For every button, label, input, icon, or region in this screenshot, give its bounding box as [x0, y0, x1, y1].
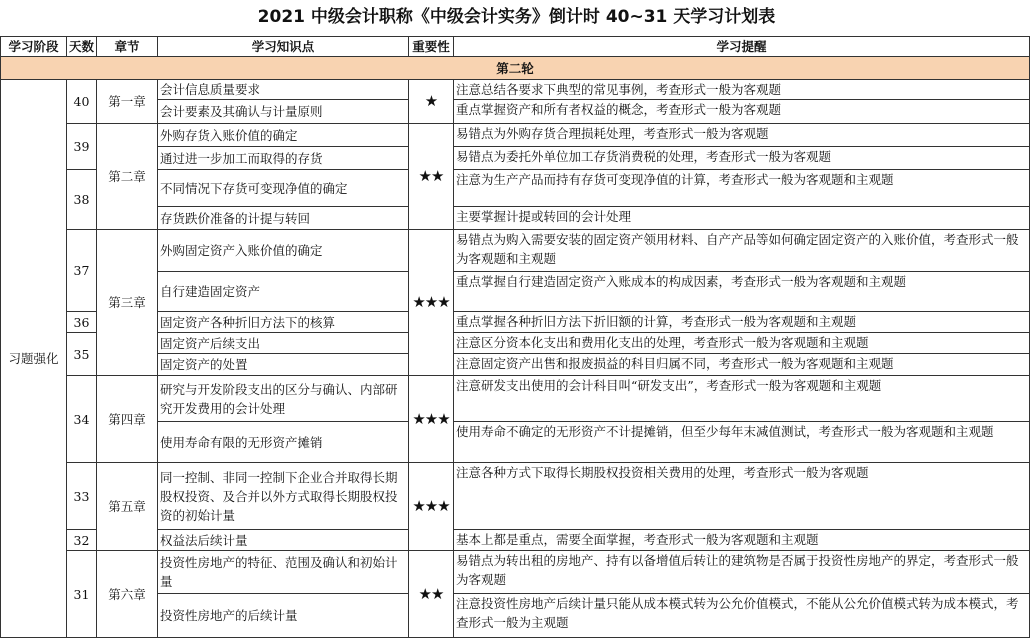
- knowledge-point-cell: 会计要素及其确认与计量原则: [158, 100, 409, 124]
- knowledge-point-cell: 固定资产的处置: [158, 354, 409, 376]
- days-cell: 33: [67, 463, 97, 530]
- header-tip: 学习提醒: [454, 37, 1030, 57]
- page-title: 2021 中级会计职称《中级会计实务》倒计时 40~31 天学习计划表: [257, 7, 776, 27]
- header-days: 天数: [67, 37, 97, 57]
- knowledge-point-cell: 投资性房地产的后续计量: [158, 594, 409, 638]
- study-tip-cell: 主要掌握计提或转回的会计处理: [454, 207, 1030, 230]
- days-cell: 39: [67, 124, 97, 170]
- knowledge-point-cell: 权益法后续计量: [158, 530, 409, 551]
- chapter-cell: 第二章: [97, 124, 158, 230]
- header-stage: 学习阶段: [1, 37, 67, 57]
- table-row: [1, 551, 1030, 594]
- knowledge-point-cell: 固定资产后续支出: [158, 333, 409, 354]
- knowledge-point-cell: 不同情况下存货可变现净值的确定: [158, 170, 409, 207]
- knowledge-point-cell: 同一控制、非同一控制下企业合并取得长期股权投资、及合并以外方式取得长期股权投资的初始计量: [158, 463, 409, 530]
- study-tip-cell: 易错点为购入需要安装的固定资产领用材料、自产产品等如何确定固定资产的入账价值，考查形式一般为客观题和主观题: [454, 230, 1030, 272]
- days-cell: 32: [67, 530, 97, 551]
- study-tip-cell: 注意总结各要求下典型的常见事例，考查形式一般为客观题: [454, 80, 1030, 100]
- study-tip-cell: 易错点为外购存货合理损耗处理，考查形式一般为客观题: [454, 124, 1030, 147]
- days-cell: 36: [67, 312, 97, 333]
- knowledge-point-cell: 通过进一步加工而取得的存货: [158, 147, 409, 170]
- header-point: 学习知识点: [158, 37, 409, 57]
- knowledge-point-cell: 使用寿命有限的无形资产摊销: [158, 422, 409, 463]
- days-cell: 37: [67, 230, 97, 312]
- importance-stars: ★★★: [409, 376, 454, 463]
- knowledge-point-cell: 外购存货入账价值的确定: [158, 124, 409, 147]
- study-tip-cell: 使用寿命不确定的无形资产不计提摊销，但至少每年末减值测试，考查形式一般为客观题和主观题: [454, 422, 1030, 463]
- chapter-cell: 第四章: [97, 376, 158, 463]
- chapter-cell: 第三章: [97, 230, 158, 376]
- knowledge-point-cell: 外购固定资产入账价值的确定: [158, 230, 409, 272]
- study-plan-table: [0, 36, 1030, 638]
- days-cell: 38: [67, 170, 97, 230]
- study-tip-cell: 易错点为转出租的房地产、持有以备增值后转让的建筑物是否属于投资性房地产的界定，考查形式一般为客观题: [454, 551, 1030, 594]
- study-tip-cell: 注意投资性房地产后续计量只能从成本模式转为公允价值模式，不能从公允价值模式转为成本模式，考查形式一般为主观题: [454, 594, 1030, 638]
- knowledge-point-cell: 自行建造固定资产: [158, 272, 409, 312]
- table-row: [1, 463, 1030, 530]
- importance-stars: ★★: [409, 551, 454, 638]
- header-chapter: 章节: [97, 37, 158, 57]
- days-cell: 31: [67, 551, 97, 638]
- study-tip-cell: 重点掌握各种折旧方法下折旧额的计算，考查形式一般为客观题和主观题: [454, 312, 1030, 333]
- importance-stars: ★★: [409, 124, 454, 230]
- study-tip-cell: 基本上都是重点，需要全面掌握，考查形式一般为客观题和主观题: [454, 530, 1030, 551]
- days-cell: 40: [67, 80, 97, 124]
- study-tip-cell: 易错点为委托外单位加工存货消费税的处理，考查形式一般为客观题: [454, 147, 1030, 170]
- importance-stars: ★: [409, 80, 454, 124]
- chapter-cell: 第六章: [97, 551, 158, 638]
- knowledge-point-cell: 研究与开发阶段支出的区分与确认、内部研究开发费用的会计处理: [158, 376, 409, 422]
- study-tip-cell: 注意各种方式下取得长期股权投资相关费用的处理，考查形式一般为客观题: [454, 463, 1030, 530]
- chapter-cell: 第一章: [97, 80, 158, 124]
- header-importance: 重要性: [409, 37, 454, 57]
- study-tip-cell: 注意为生产产品而持有存货可变现净值的计算，考查形式一般为客观题和主观题: [454, 170, 1030, 207]
- importance-stars: ★★★: [409, 230, 454, 376]
- stage-cell: 习题强化: [1, 80, 67, 638]
- table-row: [1, 376, 1030, 422]
- header-row: [1, 37, 1030, 57]
- table-row: [1, 80, 1030, 100]
- chapter-cell: 第五章: [97, 463, 158, 551]
- table-row: [1, 124, 1030, 147]
- knowledge-point-cell: 固定资产各种折旧方法下的核算: [158, 312, 409, 333]
- round-label: 第二轮: [1, 57, 1030, 80]
- days-cell: 34: [67, 376, 97, 463]
- study-tip-cell: 注意固定资产出售和报废损益的科目归属不同，考查形式一般为客观题和主观题: [454, 354, 1030, 376]
- knowledge-point-cell: 投资性房地产的特征、范围及确认和初始计量: [158, 551, 409, 594]
- study-tip-cell: 重点掌握自行建造固定资产入账成本的构成因素，考查形式一般为客观题和主观题: [454, 272, 1030, 312]
- table-row: [1, 230, 1030, 272]
- knowledge-point-cell: 会计信息质量要求: [158, 80, 409, 100]
- round-row: [1, 57, 1030, 80]
- study-tip-cell: 注意研发支出使用的会计科目叫“研发支出”，考查形式一般为客观题和主观题: [454, 376, 1030, 422]
- study-tip-cell: 重点掌握资产和所有者权益的概念，考查形式一般为客观题: [454, 100, 1030, 124]
- study-tip-cell: 注意区分资本化支出和费用化支出的处理，考查形式一般为客观题和主观题: [454, 333, 1030, 354]
- knowledge-point-cell: 存货跌价准备的计提与转回: [158, 207, 409, 230]
- importance-stars: ★★★: [409, 463, 454, 551]
- days-cell: 35: [67, 333, 97, 376]
